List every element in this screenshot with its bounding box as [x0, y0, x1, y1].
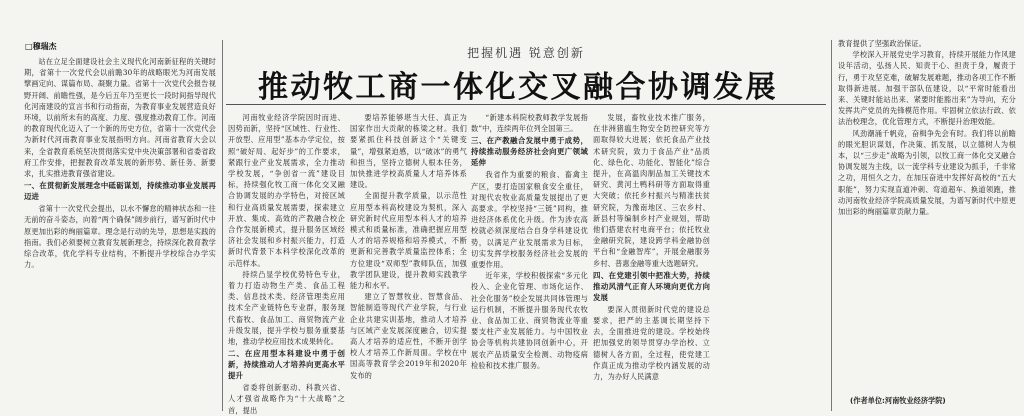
author-affiliation: (作者单位:河南牧业经济学院) — [850, 396, 946, 405]
paragraph: 要培养能够堪当大任、真正为国家作出大贡献的栋梁之材。我们要紧抓住科技创新这个“关键变量”，增强紧迫感，以“破冰”的勇气和担当，坚持立德树人根本任务，加快推进学校高质量人才培养体系建设。 — [350, 113, 467, 190]
paragraph: “新建本科院校教师教学发展指数”中，连续两年位列全国第三。 — [471, 113, 588, 134]
section-heading-3: 三、在产教融合发展中勇于成势，持续推动服务经济社会向更广领域延伸 — [471, 136, 588, 168]
article-column-3 — [350, 112, 467, 410]
section-heading-4: 四、在党建引领中把准大势，持续推动风清气正育人环境向更优方向发展 — [593, 270, 710, 302]
paragraph: 我省作为重要的粮食、畜禽主产区，要打造国家粮食安全重任，对现代农牧业高质量发展提出了更高要求。学校坚持“三链”同构，推进经济体系优化升级。作为涉农高校就必须深度结合自身学科建设优势，以满足产业发展需求为目标，切实发挥学校服务经济社会发展的重要作用。 — [471, 170, 588, 270]
paragraph: 省委将创新驱动、科教兴省、人才强省战略作为“十大战略”之首，提出 — [228, 383, 345, 415]
article-subtitle: 把握机遇 锐意创新 — [467, 46, 585, 60]
column-divider — [222, 40, 223, 411]
paragraph: 省第十一次党代会提出，以水不懈怠的精神状态和一往无前的奋斗姿态，向着“两个确保”阔步前行，谱写新时代中原更加出彩的绚丽篇章。理念是行动的先导，思想是实践的指南。我们必须要树立教育发展新理念，持续深化教育教学综合改革，优化学科专业结构，不断提升学校综合办学实力。 — [24, 204, 216, 270]
author-byline: □穆瑞杰 — [25, 42, 57, 51]
article-column-7 — [838, 38, 1016, 393]
article-column-2 — [228, 112, 345, 415]
title-bottom-rule — [226, 104, 826, 105]
article-column-5 — [593, 112, 710, 410]
paragraph: 风劲潮涌千帆竞，奋楫争先会有时。我们将以前瞻的眼光胆识谋划，作决策、抓发展，以立德树人为根本，以“三步走”战略为引领，以牧工商一体化交叉融合协调发展为主线，以一流学科专业建设为抓手，千非常之功，用恒久之力，在加压奋进中发挥好高校的“五大职能”，努力实现直道冲刺、弯道超车、换道领跑，推动河南牧业经济学院高质量发展，为谱写新时代中原更加出彩的绚丽篇章贡献力量。 — [838, 128, 1016, 217]
paragraph: 要深入贯彻新时代党的建设总要求，把严的主基调长期坚持下去，全面推进党的建设。学校始终把加强党的领导贯穿办学治校、立德树人各方面，全过程，使党建工作真正成为推动学校内涵发展的动力，为办好人民满意 — [593, 304, 710, 382]
paragraph: 发展，畜牧业技术推广服务，在非洲猪瘟生物安全防控研究等方面取得较大进展；依托食品产业技术研究院，致力于食品产业“品质化、绿色化、功能化、智能化”综合提升，在高温肉制品加工关键技术研究、黄河土鸭科研等方面取得重大突破；依托乡村振兴与精准扶贫研究院，为豫南地区、三农乡村、新县村等编制乡村产业规划，帮助他们搭建农村电商平台；依托牧业金融研究院，建设跨学科金融协创平台和“金融智库”，开展金融服务乡村、普惠金融等重大选题研究。 — [593, 113, 710, 268]
section-heading-1: 一、在贯彻新发展理念中砥砺谋划，持续推动事业发展再迈进 — [24, 181, 216, 202]
paragraph: 近年来，学校积极探索“多元化投入、企业化管理、市场化运作、社会化服务”校企发展共同体管理与运行机制，不断提升服务现代农牧业、食品加工业、商贸物流业等重要支柱产业发展能力。与中国牧业协会等机构共建协同创新中心，开展农产品质量安全检测、动物疫病检验和技术推广服务。 — [471, 271, 588, 370]
paragraph: 全面提升教学质量，以示范性应用型本科高校建设为契机，深入研究新时代应用型本科人才的培养模式和质量标准，准确把握应用型人才的培养规格和培养模式，不断更新和完善教学质量监控体系；全方位建设“双师型”教师队伍，加强教学团队建设，提升教师实践教学能力和水平。 — [350, 191, 467, 291]
article-column-6 — [715, 112, 825, 410]
paragraph: 持续凸显学校优势特色专业，着力打造动物生产类、食品工程类、信息技术类、经济管理类应用技术全产业链特色专业群，服务现代畜牧、食品加工、商贸物流产业升级发展，提升学校与服务重要基地，推动学校应用技术成果转化。 — [228, 269, 345, 347]
paragraph: 河南牧业经济学院因时而进、因势而新，坚持“区域性、行业性、开放型、应用型”基本办学定位，按照“破好局、起好步”的工作要求，紧跟行业产业发展需求，全力推动学校发展，“争创省一流”建设目标，持续强化牧工商一体化交叉融合协调发展的办学特色，对接区域和行业高质量发展需要，探索建立开放、集成、高效的产教融合校企合作发展新模式，提升服务区域经济社会发展和乡村振兴能力，打造新时代背景下本科学校深化改革的示范样本。 — [228, 113, 345, 268]
paragraph: 站在立足全面建设社会主义现代化河南新征程的关键时期，省第十一次党代会以前瞻30年的战略眼光为河南发展擘画定向、谋篇布局、凝聚力量。省第十一次党代会报告视野开阔、前瞻性强，是今后五年乃至更长一段时间指导现代化河南建设的宣言书和行动指南，为教育事业发展营造良好环境，以前所未有的高度、力度、强度推动教育工作。河南的教育现代化迈入了一个新的历史方位，省第十一次党代会为新时代河南教育事业发展指明方向。河南省教育大会以来，全省教育系统坚决贯彻落实党中央决策部署和省委省政府工作安排，把握教育改革发展的新形势、新任务、新要求，扎实推进教育强省建设。 — [24, 57, 216, 179]
article-column-1 — [24, 56, 216, 410]
article-title: 推动牧工商一体化交叉融合协调发展 — [258, 70, 778, 105]
paragraph: 教育提供了坚强政治保证。 — [838, 39, 927, 48]
section-heading-2: 二、在应用型本科建设中勇于创新，持续推动人才培养向更高水平提升 — [228, 349, 345, 381]
article-column-4 — [471, 112, 588, 410]
paragraph: 学校深入开展党史学习教育，持续开展能力作风建设年活动，弘扬人民、知责于心、担责于身，履责于行，勇于攻坚克难，破解发展难题，推动各项工作不断取得新进展。加强干部队伍建设，以“平常时能看出来、关键时能站出来、紧要时能豁出来”为导向，充分发挥共产党员的先锋模范作用。牢固树立依法行政、依法治校理念，优化管理方式，不断提升治理效能。 — [838, 50, 1016, 127]
paragraph: 建立了智慧牧业、智慧食品、智能制造等现代产业学院，与行业企业共建实训基地，推动人才培养与区域产业发展深度融合，切实提高人才培养的适应性，不断开创学校人才培养工作新局面。学校在中国高等教育学会2019年和2020年发布的 — [350, 292, 467, 380]
column-divider — [831, 40, 832, 411]
